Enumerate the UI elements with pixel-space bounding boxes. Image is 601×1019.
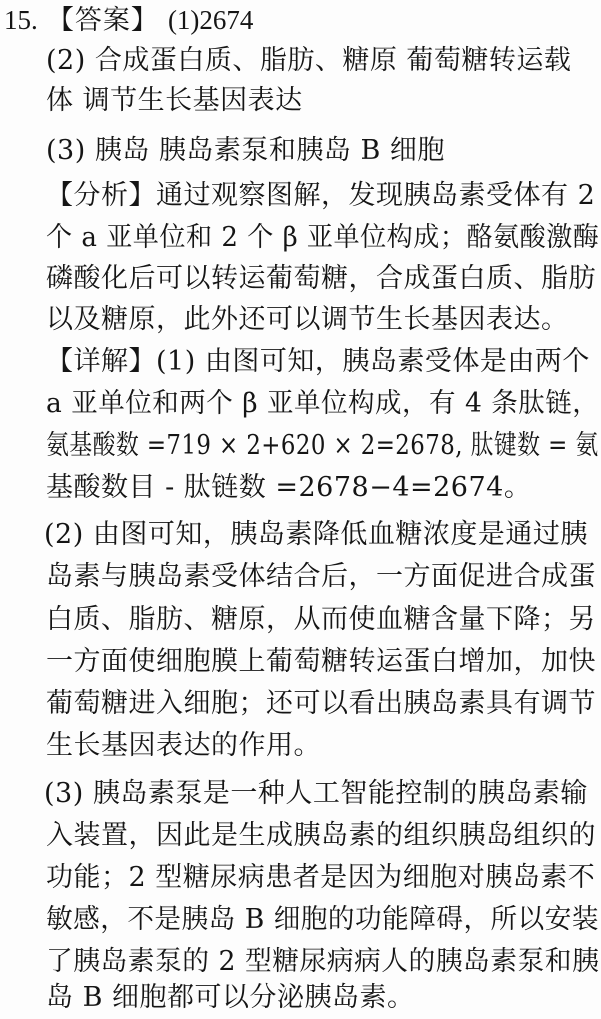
explanation-p2-line-3: 白质、脂肪、糖原，从而使血糖含量下降；另 xyxy=(46,604,596,635)
explanation-p3-line-4: 敏感，不是胰岛 B 细胞的功能障碍，所以安装 xyxy=(46,904,599,935)
analysis-line-4: 以及糖原，此外还可以调节生长基因表达。 xyxy=(46,304,569,335)
analysis-line-1: 【分析】通过观察图解，发现胰岛素受体有 2 xyxy=(46,180,596,211)
explanation-p2-line-2: 岛素与胰岛素受体结合后，一方面促进合成蛋 xyxy=(46,561,596,592)
explanation-p3-line-5: 了胰岛素泵的 2 型糖尿病病人的胰岛素泵和胰 xyxy=(46,946,600,977)
explanation-p3-line-1: (3) 胰岛素泵是一种人工智能控制的胰岛素输 xyxy=(44,778,588,809)
explanation-p1-line-4: 基酸数目 - 肽链数 =2678−4=2674。 xyxy=(46,472,532,503)
analysis-line-3: 磷酸化后可以转运葡萄糖，合成蛋白质、脂肪 xyxy=(46,263,596,294)
answer-part1: (1)2674 xyxy=(167,5,254,35)
answer-line-3: 体 调节生长基因表达 xyxy=(46,85,303,116)
analysis-line-2: 个 a 亚单位和 2 个 β 亚单位构成；酪氨酸激酶 xyxy=(46,222,600,253)
explanation-p3-line-6: 岛 B 细胞都可以分泌胰岛素。 xyxy=(46,982,415,1013)
explanation-p3-line-3: 功能；2 型糖尿病患者是因为细胞对胰岛素不 xyxy=(46,862,596,893)
answer-line-2: (2) 合成蛋白质、脂肪、糖原 葡萄糖转运载 xyxy=(46,45,572,76)
answer-tag: 【答案】 xyxy=(46,5,159,36)
explanation-p3-line-2: 入装置，因此是生成胰岛素的组织胰岛组织的 xyxy=(46,820,596,851)
explanation-p2-line-4: 一方面使细胞膜上葡萄糖转运蛋白增加，加快 xyxy=(46,646,596,677)
question-number: 15. xyxy=(4,5,38,35)
answer-header-line xyxy=(4,0,253,41)
answer-line-4: (3) 胰岛 胰岛素泵和胰岛 B 细胞 xyxy=(46,135,445,166)
explanation-p1-line-1: 【详解】(1) 由图可知，胰岛素受体是由两个 xyxy=(46,346,590,377)
explanation-p2-line-6: 生长基因表达的作用。 xyxy=(46,730,321,761)
explanation-p1-line-2: a 亚单位和两个 β 亚单位构成，有 4 条肽链， xyxy=(46,388,600,419)
explanation-p1-line-3: 氨基酸数 =719 × 2+620 × 2=2678, 肽键数 = 氨 xyxy=(46,430,599,461)
explanation-p2-line-1: (2) 由图可知，胰岛素降低血糖浓度是通过胰 xyxy=(44,519,588,550)
explanation-p2-line-5: 葡萄糖进入细胞；还可以看出胰岛素具有调节 xyxy=(46,688,596,719)
